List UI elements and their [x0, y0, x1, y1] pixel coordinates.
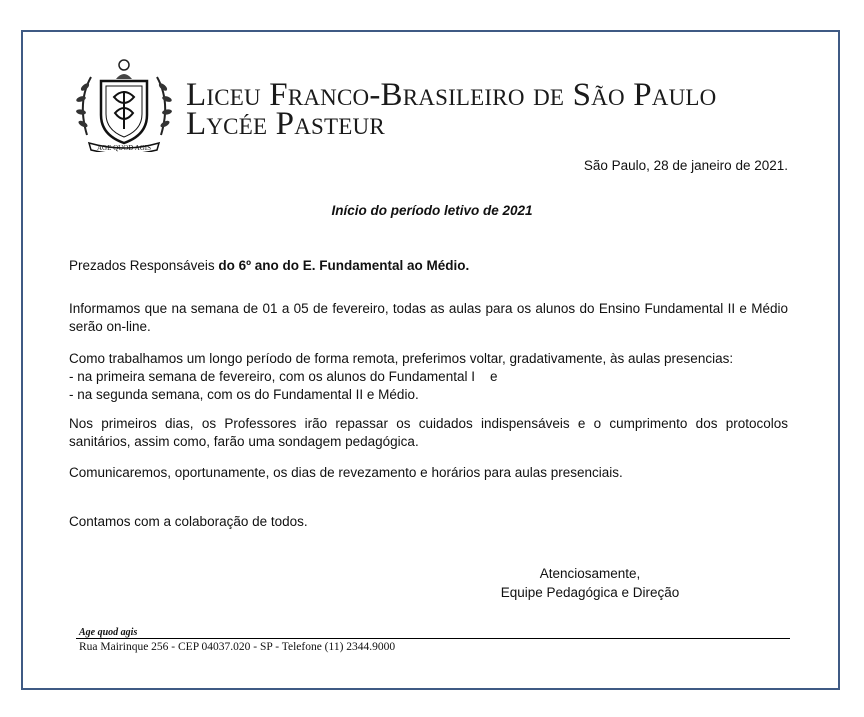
- greeting: [69, 257, 788, 275]
- letter-date: São Paulo, 28 de janeiro de 2021.: [583, 158, 788, 173]
- paragraph-schedule: Comunicaremos, oportunamente, os dias de revezamento e horários para aulas presenciais.: [69, 465, 623, 480]
- signature-block: [470, 564, 710, 602]
- school-name-block: [186, 77, 717, 142]
- letter-subject: Início do período letivo de 2021: [331, 203, 533, 218]
- paragraph-return-line1: Como trabalhamos um longo período de forma remota, preferimos voltar, gradativamente, às aulas presencias:: [69, 351, 734, 366]
- school-crest-icon: [69, 57, 179, 152]
- greeting-bold: do 6º ano do E. Fundamental ao Médio.: [218, 258, 470, 273]
- footer-address: Rua Mairinque 256 - CEP 04037.020 - SP - Telefone (11) 2344.9000: [79, 641, 396, 653]
- footer-motto: Age quod agis: [79, 627, 138, 638]
- paragraph-protocols: Nos primeiros dias, os Professores irão repassar os cuidados indispensáveis e o cumprimento dos protocolos sanitários, assim como, farão uma sondagem pedagógica.: [69, 416, 788, 449]
- paragraph-collaboration: Contamos com a colaboração de todos.: [69, 514, 308, 529]
- paragraph-return: [69, 350, 788, 404]
- school-name: Liceu Franco-Brasileiro de São Paulo: [186, 77, 717, 113]
- footer-divider: [76, 638, 790, 639]
- closing: Atenciosamente,: [539, 566, 641, 581]
- paragraph-return-line2: - na primeira semana de fevereiro, com os alunos do Fundamental I e: [69, 369, 498, 384]
- paragraph-return-line3: - na segunda semana, com os do Fundamental II e Médio.: [69, 387, 419, 402]
- signature: Equipe Pedagógica e Direção: [500, 585, 680, 600]
- paragraph-online: Informamos que na semana de 01 a 05 de fevereiro, todas as aulas para os alunos do Ensino Fundamental II e Médio serão on-line.: [69, 301, 788, 334]
- school-name-french: Lycée Pasteur: [186, 106, 385, 142]
- greeting-prefix: Prezados Responsáveis: [69, 258, 215, 273]
- crest-motto: AGE QUOD AGIS: [96, 144, 152, 152]
